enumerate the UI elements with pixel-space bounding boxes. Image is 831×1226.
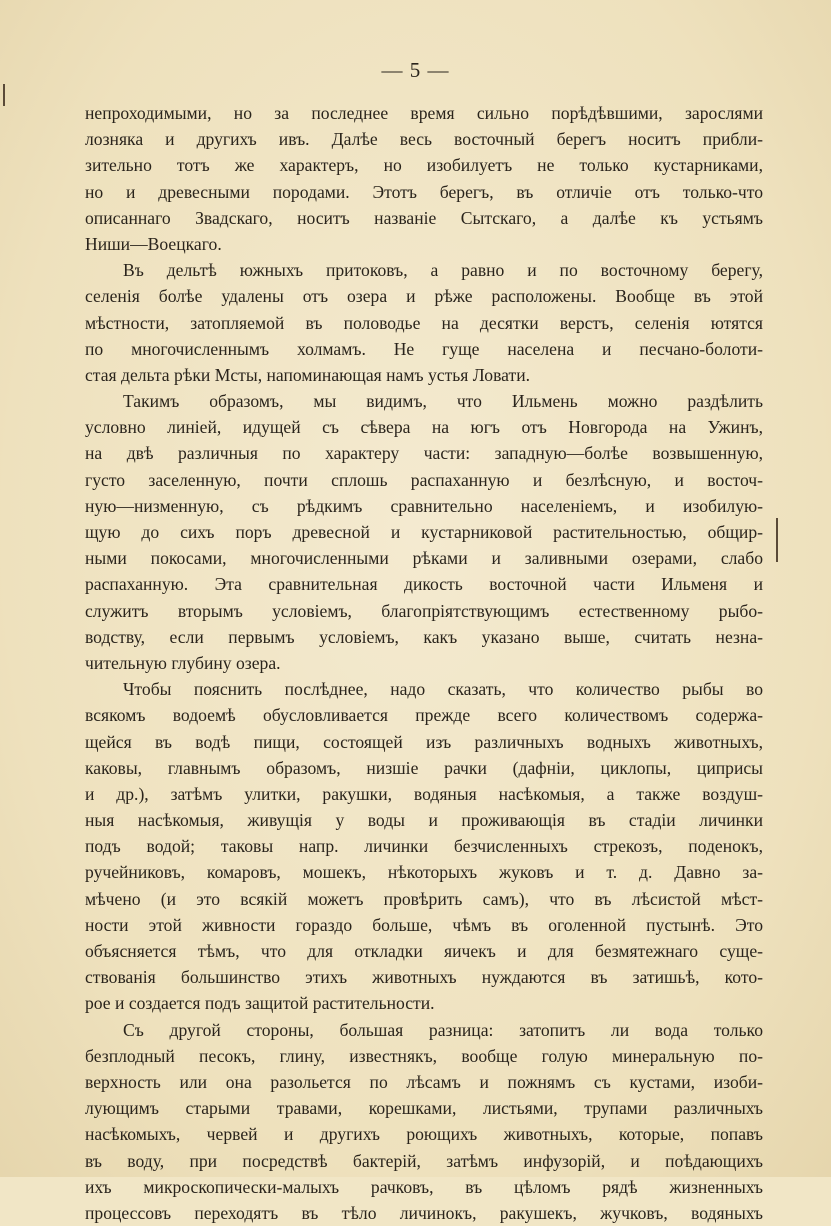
text-line: каковы, главнымъ образомъ, низшіе рачки (дафніи, циклопы, циприсы (85, 757, 763, 778)
text-line: Такимъ образомъ, мы видимъ, что Ильмень можно раздѣлить (123, 391, 763, 412)
text-line: процессовъ переходятъ въ тѣло личинокъ, ракушекъ, жучковъ, водяныхъ (85, 1202, 763, 1223)
text-line: насѣкомыхъ, червей и другихъ роющихъ животныхъ, которые, попавъ (85, 1124, 763, 1145)
text-line: ствованія большинство этихъ животныхъ нуждаются въ затишьѣ, кото- (85, 967, 763, 988)
text-line: объясняется тѣмъ, что для откладки яичекъ и для безмятежнаго суще- (85, 941, 763, 961)
text-line: и др.), затѣмъ улитки, ракушки, водяныя насѣкомыя, а также воздуш- (85, 783, 763, 804)
text-line: щую до сихъ поръ древесной и кустарниковой растительностью, общир- (85, 522, 763, 542)
text-line: подъ водой; таковы напр. личинки безчисленныхъ стрекозъ, поденокъ, (85, 836, 763, 857)
text-line: водству, если первымъ условіемъ, какъ указано выше, считать незна- (85, 626, 763, 647)
text-line: по многочисленнымъ холмамъ. Не гуще населена и песчано-болоти- (85, 338, 763, 359)
text-line: стая дельта рѣки Мсты, напоминающая намъ устья Ловати. (85, 364, 531, 385)
text-line: селенія болѣе удалены отъ озера и рѣже расположены. Вообще въ этой (85, 286, 763, 307)
text-line: Ниши—Воецкаго. (85, 233, 222, 254)
text-line: Въ дельтѣ южныхъ притоковъ, а равно и по восточному берегу, (123, 260, 763, 281)
text-line: Съ другой стороны, большая разница: затопитъ ли вода только (123, 1019, 763, 1040)
text-line: зительно тотъ же характеръ, но изобилуетъ не только кустарниками, (85, 155, 763, 176)
text-line: мѣчено (и это всякій можетъ провѣрить самъ), что въ лѣсистой мѣст- (85, 888, 763, 909)
body-text (85, 100, 763, 1226)
text-line: ными покосами, многочисленными рѣками и заливными озерами, слабо (85, 548, 763, 569)
text-line: густо заселенную, почти сплошь распаханную и безлѣсную, и восточ- (85, 469, 763, 490)
margin-mark (776, 518, 778, 562)
margin-mark (3, 84, 5, 106)
text-line: чительную глубину озера. (85, 652, 281, 673)
text-line: непроходимыми, но за последнее время сильно порѣдѣвшими, зарослями (85, 103, 763, 123)
text-line: ности этой живности гораздо больше, чѣмъ въ оголенной пустынѣ. Это (85, 914, 763, 935)
text-line: лозняка и другихъ ивъ. Далѣе весь восточный берегъ носитъ прибли- (85, 129, 763, 150)
text-line: верхность или она разольется по лѣсамъ и пожнямъ съ кустами, изоби- (85, 1071, 763, 1092)
text-line: распаханную. Эта сравнительная дикость восточной части Ильменя и (85, 574, 763, 595)
text-line: щейся въ водѣ пищи, состоящей изъ различныхъ водныхъ животныхъ, (85, 731, 763, 752)
text-line: рое и создается подъ защитой растительности. (85, 993, 435, 1014)
text-line: въ воду, при посредствѣ бактерій, затѣмъ инфузорій, и поѣдающихъ (85, 1150, 763, 1171)
page-number: — 5 — (381, 58, 450, 82)
text-line: Чтобы пояснить послѣднее, надо сказать, что количество рыбы во (123, 679, 763, 700)
text-line: условно линіей, идущей съ сѣвера на югъ отъ Новгорода на Ужинъ, (85, 417, 763, 438)
text-line: лующимъ старыми травами, корешками, листьями, трупами различныхъ (85, 1098, 763, 1119)
text-line: служитъ вторымъ условіемъ, благопріятствующимъ естественному рыбо- (85, 600, 763, 621)
text-line: но и древесными породами. Этотъ берегъ, въ отличіе отъ только-что (85, 181, 763, 202)
text-line: безплодный песокъ, глину, известнякъ, вообще голую минеральную по- (85, 1045, 763, 1066)
text-line: ихъ микроскопически-малыхъ рачковъ, въ цѣломъ рядѣ жизненныхъ (85, 1176, 763, 1197)
text-line: ную—низменную, съ рѣдкимъ сравнительно населеніемъ, и изобилую- (85, 495, 763, 516)
text-line: описаннаго Звадскаго, носитъ названіе Сытскаго, а далѣе къ устьямъ (85, 207, 763, 228)
text-line: ручейниковъ, комаровъ, мошекъ, нѣкоторыхъ жуковъ и т. д. Давно за- (85, 862, 763, 883)
text-line: ныя насѣкомыя, живущія у воды и проживающія въ стадіи личинки (85, 810, 763, 831)
text-line: всякомъ водоемѣ обусловливается прежде всего количествомъ содержа- (85, 705, 763, 726)
text-line: на двѣ различныя по характеру части: западную—болѣе возвышенную, (85, 443, 763, 464)
text-line: мѣстности, затопляемой въ половодье на десятки верстъ, селенія ютятся (85, 312, 763, 333)
